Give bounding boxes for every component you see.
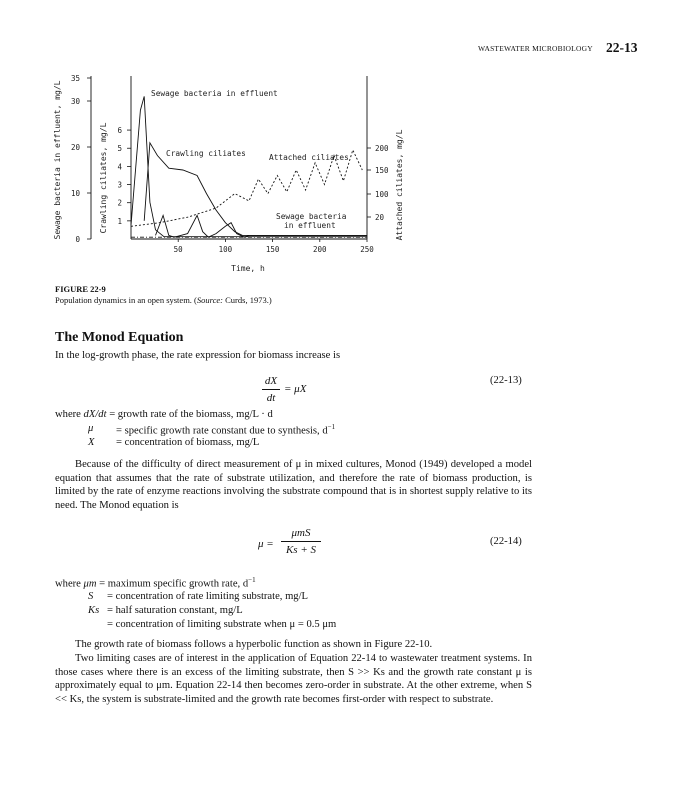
y3-tick-label: 100 xyxy=(375,190,389,199)
figure-caption: Population dynamics in an open system. (Source: Curds, 1973.) xyxy=(55,295,272,305)
def1-sym-2: μ xyxy=(88,423,94,434)
def2-row-2: = concentration of rate limiting substrate, mg/L xyxy=(107,591,309,602)
x-tick-label: 200 xyxy=(313,245,327,254)
eq1-number: (22-13) xyxy=(490,375,522,386)
intro-text: In the log-growth phase, the rate expression for biomass increase is xyxy=(55,350,341,361)
y2-tick-label: 2 xyxy=(117,198,122,208)
eq1-fraction xyxy=(262,375,280,404)
eq2-fraction xyxy=(281,527,321,556)
paragraph-1: Because of the difficulty of direct measurement of μ in mixed cultures, Monod (1949) developed a model equation that assumes that the rate of substrate utilization, and therefore the rate of biomass production, is limited by the rate of enzyme reactions involving the substrate compound that is in shortest supply relative to its need. The Monod equation is xyxy=(55,459,532,512)
eq1-numerator: dX xyxy=(264,375,278,387)
eq1-denominator: dt xyxy=(266,392,276,404)
figure-chart xyxy=(0,0,689,285)
y3-tick-label: 20 xyxy=(375,213,385,222)
page-number: 22-13 xyxy=(606,40,638,55)
annotation-crawling-ciliates: Crawling ciliates xyxy=(166,149,246,158)
x-tick-label: 50 xyxy=(173,245,183,254)
paragraph-2: The growth rate of biomass follows a hyperbolic function as shown in Figure 22-10. xyxy=(75,639,433,650)
x-tick-label: 150 xyxy=(265,245,280,254)
y-axis-label-3: Attached ciliates, mg/L xyxy=(395,129,404,241)
def2-sym-3: Ks xyxy=(88,605,100,616)
x-tick-label: 100 xyxy=(218,245,233,254)
def1-row-3: = concentration of biomass, mg/L xyxy=(116,437,260,448)
def2-sym-2: S xyxy=(88,591,94,602)
annotation-attached-ciliates: Attached ciliates xyxy=(269,153,349,162)
def1-row-1: where dX/dt = growth rate of the biomass, mg/L · d xyxy=(55,409,273,420)
eq2-lhs: μ = xyxy=(258,538,274,550)
def2-row-4: = concentration of limiting substrate when μ = 0.5 μm xyxy=(107,619,337,630)
y1-tick-label: 35 xyxy=(70,74,80,83)
y1-tick-label: 0 xyxy=(75,235,80,244)
y3-tick-label: 150 xyxy=(375,166,389,175)
annotation-sewage-bacteria: Sewage bacteria in effluent xyxy=(151,89,278,98)
eq1-rhs: = μX xyxy=(284,383,307,395)
y-axis-label-1: Sewage bacteria in effluent, mg/L xyxy=(53,80,62,240)
section-title: The Monod Equation xyxy=(55,330,184,345)
y2-tick-label: 4 xyxy=(117,162,122,172)
annotation-in-effluent: in effluent xyxy=(284,221,336,230)
def2-row-1: where μm = maximum specific growth rate, $d^{-1}$ xyxy=(55,576,256,590)
annotation-sewage-bacteria-2: Sewage bacteria xyxy=(276,212,347,221)
y3-tick-label: 200 xyxy=(375,144,389,153)
def1-sym-3: X xyxy=(88,437,95,448)
running-title: WASTEWATER MICROBIOLOGY xyxy=(478,44,593,53)
figure-label: FIGURE 22-9 xyxy=(55,284,106,294)
eq2-numerator: μmS xyxy=(291,527,311,539)
y2-tick-label: 6 xyxy=(117,126,122,136)
y2-tick-label: 1 xyxy=(117,216,122,226)
def1-row-2: = specific growth rate constant due to synthesis, $d^{-1}$ xyxy=(116,423,336,437)
y2-tick-label: 3 xyxy=(117,180,122,190)
x-tick-label: 250 xyxy=(360,245,374,254)
y1-tick-label: 10 xyxy=(70,189,80,198)
eq2-denominator: Ks + S xyxy=(285,544,317,556)
y1-tick-label: 20 xyxy=(70,143,80,152)
eq2-number: (22-14) xyxy=(490,536,522,547)
y1-tick-label: 30 xyxy=(70,97,80,106)
y-axis-label-2: Crawling ciliates, mg/L xyxy=(99,122,108,234)
paragraph-3: Two limiting cases are of interest in the application of Equation 22-14 to wastewater treatment systems. In those cases where there is an excess of the limiting substrate, then S >> Ks and the growth rate constant μ is approximately equal to μm. Equation 22-14 then becomes zero-order in substrate. At the other extreme, when S << Ks, the system is substrate-limited and the growth rate becomes first-order with respect to substrate. xyxy=(55,653,532,706)
def2-row-3: = half saturation constant, mg/L xyxy=(107,605,243,616)
y2-tick-label: 5 xyxy=(117,144,122,154)
x-axis-label: Time, h xyxy=(231,264,265,273)
